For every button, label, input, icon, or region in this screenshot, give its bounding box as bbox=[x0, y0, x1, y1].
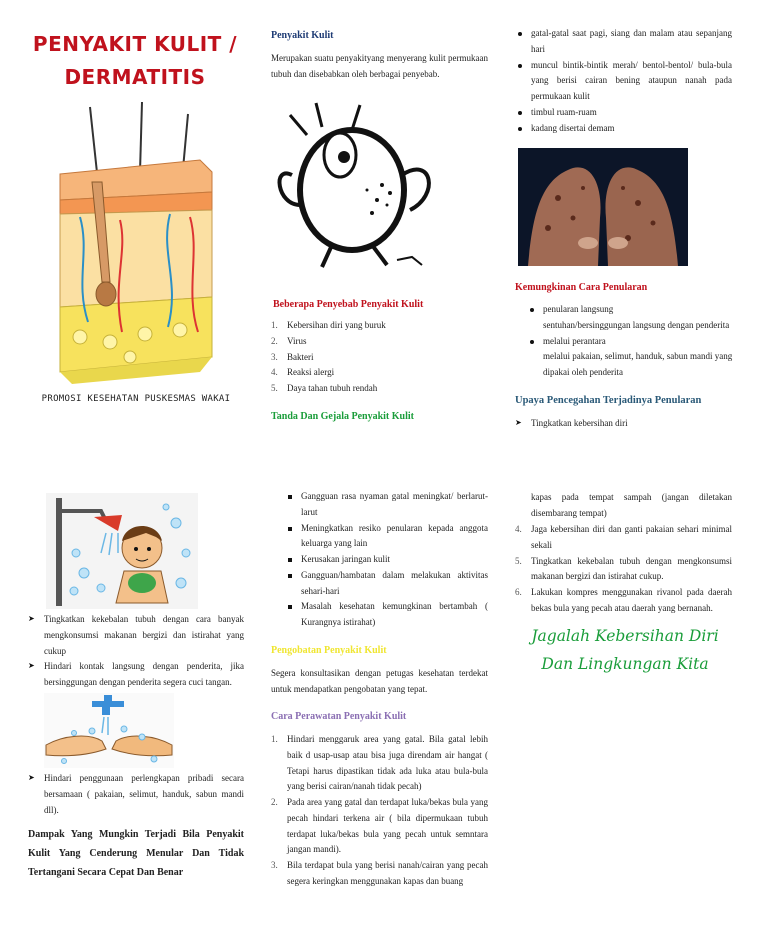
perawatan-list-continued bbox=[515, 522, 732, 617]
upaya-list-1 bbox=[515, 416, 732, 432]
penyebab-list bbox=[271, 318, 488, 397]
list-item: Meningkatkan resiko penularan kepada anggota keluarga yang lain bbox=[285, 521, 488, 553]
list-item: ➤ Hindari penggunaan perlengkapan pribadi secara bersamaan ( pakaian, selimut, handuk, sabun mandi dll). bbox=[28, 773, 244, 815]
list-item: 4. Jaga kebersihan diri dan ganti pakaian sehari minimal sekali bbox=[515, 524, 732, 550]
penularan-list bbox=[527, 302, 737, 381]
heading-upaya-pencegahan: Upaya Pencegahan Terjadinya Penularan bbox=[515, 395, 702, 406]
paragraph-definisi: Merupakan suatu penyakityang menyerang kulit permukaan tubuh dan disebabkan oleh berbagai penyebab. bbox=[271, 53, 488, 79]
heading-dampak: Dampak Yang Mungkin Terjadi Bila Penyakit Kulit Yang Cenderung Menular Dan Tidak Tertangani Secara Cepat Dan Benar bbox=[28, 829, 244, 878]
boy-showering-illustration bbox=[46, 493, 198, 609]
list-item: timbul ruam-ruam bbox=[515, 105, 732, 121]
list-item: 4. Reaksi alergi bbox=[271, 367, 335, 378]
list-item: 2. Pada area yang gatal dan terdapat luka/bekas bula yang pecah hindari terkena air ( bila dipermukaan tubuh terdapat luka/bekas bula yang pecah untuk semntara jangan mandi). bbox=[271, 797, 488, 855]
paragraph-pengobatan: Segera konsultasikan dengan petugas kesehatan terdekat untuk mendapatkan pengobatan yang tepat. bbox=[271, 668, 488, 694]
arrow-bullet-icon: ➤ bbox=[28, 614, 35, 623]
list-item: Gangguan rasa nyaman gatal meningkat/ berlarut-larut bbox=[285, 489, 488, 521]
list-item: ➤ Tingkatkan kekebalan tubuh dengan cara banyak mengkonsumsi makanan bergizi dan istirahat yang cukup bbox=[28, 614, 244, 656]
list-item: Masalah kesehatan kemungkinan bertambah ( Kurangnya istirahat) bbox=[285, 599, 488, 631]
arrow-bullet-icon: ➤ bbox=[515, 418, 522, 427]
germ-cartoon-illustration bbox=[272, 95, 440, 275]
list-item: 2. Virus bbox=[271, 335, 307, 346]
heading-penularan: Kemungkinan Cara Penularan bbox=[515, 282, 648, 293]
arrow-bullet-icon: ➤ bbox=[28, 773, 35, 782]
handwashing-illustration bbox=[44, 693, 174, 768]
list-item: 3. Bakteri bbox=[271, 351, 314, 362]
slogan: Jagalah Kebersihan Diri Dan Lingkungan Kita bbox=[531, 627, 719, 673]
list-item: 5. Daya tahan tubuh rendah bbox=[271, 383, 378, 393]
gejala-list bbox=[515, 26, 732, 136]
promo-footer: PROMOSI KESEHATAN PUSKESMAS WAKAI bbox=[41, 394, 231, 404]
list-item: melalui perantara melalui pakaian, selimut, handuk, sabun mandi yang dipakai oleh penderita bbox=[527, 334, 737, 381]
heading-penyebab: Beberapa Penyebab Penyakit Kulit bbox=[273, 299, 424, 310]
list-item: 5. Tingkatkan kekebalan tubuh dengan mengkonsumsi makanan bergizi dan istirahat cukup. bbox=[515, 555, 732, 582]
list-item: muncul bintik-bintik merah/ bentol-bentol/ bula-bula yang berisi cairan bening ataupun nanah pada permukaan kulit bbox=[515, 58, 732, 105]
heading-tanda-gejala: Tanda Dan Gejala Penyakit Kulit bbox=[271, 411, 414, 422]
list-item: 3. Bila terdapat bula yang berisi nanah/cairan yang pecah segera keringkan menggunakan kapas dan buang bbox=[271, 860, 488, 886]
list-item: 1. Kebersihan diri yang buruk bbox=[271, 320, 386, 330]
heading-penyakit-kulit: Penyakit Kulit bbox=[271, 30, 334, 41]
list-item: 1. Hindari menggaruk area yang gatal. Bila gatal lebih baik d usap-usap atau bisa juga direndam air hangat ( Tetapi harus dipastikan tidak ada luka atau bula-bula yang berisi cairan/nanah tidak pecah) bbox=[271, 734, 488, 792]
skin-disease-photo bbox=[518, 148, 688, 266]
list-item: 6. Lakukan kompres menggunakan rivanol pada daerah bekas bula yang pecah atau daerah yang bernanah. bbox=[515, 587, 732, 613]
list-item: Kerusakan jaringan kulit bbox=[285, 552, 488, 568]
brochure-title: PENYAKIT KULIT / DERMATITIS bbox=[32, 32, 238, 89]
perawatan-continued: kapas pada tempat sampah (jangan diletakan disembarang tempat) bbox=[531, 492, 732, 518]
dampak-list bbox=[285, 489, 488, 631]
list-item: penularan langsung sentuhan/bersinggungan langsung dengan penderita bbox=[527, 302, 737, 334]
heading-perawatan: Cara Perawatan Penyakit Kulit bbox=[271, 711, 407, 722]
upaya-list-2 bbox=[28, 612, 244, 691]
list-item: ➤ Tingkatkan kebersihan diri bbox=[515, 418, 628, 428]
heading-pengobatan: Pengobatan Penyakit Kulit bbox=[271, 645, 387, 656]
list-item: ➤ Hindari kontak langsung dengan penderita, jika bersinggungan dengan penderita segera cuci tangan. bbox=[28, 661, 244, 687]
perawatan-list bbox=[271, 732, 488, 890]
arrow-bullet-icon: ➤ bbox=[28, 661, 35, 671]
list-item: kadang disertai demam bbox=[515, 121, 732, 137]
list-item: Gangguan/hambatan dalam melakukan aktivitas sehari-hari bbox=[285, 568, 488, 600]
upaya-list-3 bbox=[28, 771, 244, 818]
skin-cross-section-illustration bbox=[50, 102, 220, 387]
list-item: gatal-gatal saat pagi, siang dan malam atau sepanjang hari bbox=[515, 26, 732, 58]
